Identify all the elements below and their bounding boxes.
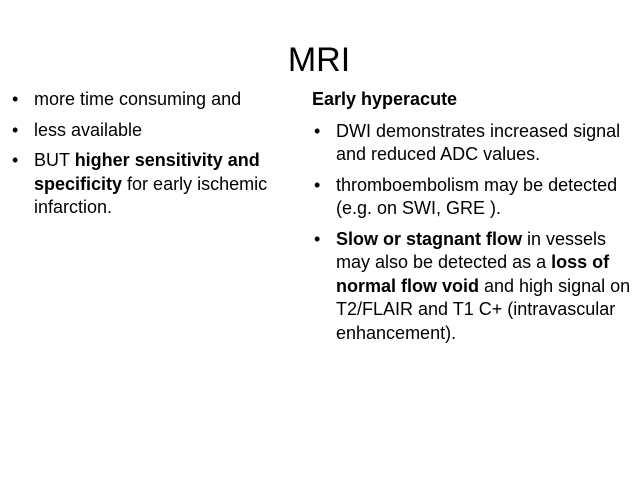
bullet-text: and high signal on T2/FLAIR and T1 C+ (intravascular enhancement). [336, 275, 631, 343]
bullet-text-bold: loss of normal flow void [336, 252, 610, 296]
bullet-text: BUT [34, 150, 75, 170]
left-bullet-2 [10, 119, 300, 143]
left-bullet-3 [10, 149, 300, 220]
left-column [10, 88, 300, 227]
right-column [312, 88, 632, 352]
bullet-text: DWI demonstrates increased signal and reduced ADC values. [336, 120, 621, 164]
right-bullet-3 [312, 228, 632, 346]
right-bullet-1 [312, 120, 632, 167]
bullet-icon: • [314, 120, 321, 141]
right-bullet-list [312, 120, 632, 346]
bullet-text: thromboembolism may be detected (e.g. on SWI, GRE ). [336, 174, 618, 218]
bullet-icon: • [314, 228, 321, 249]
bullet-icon: • [12, 150, 19, 170]
left-bullet-list [10, 88, 300, 220]
slide-title: MRI [287, 41, 351, 79]
bullet-text-bold: higher sensitivity and specificity [34, 150, 260, 194]
right-bullet-2 [312, 174, 632, 221]
right-column-heading: Early hyperacute [312, 89, 458, 109]
bullet-text: more time consuming and [34, 89, 242, 109]
bullet-icon: • [12, 119, 19, 140]
bullet-text: for early ischemic infarction. [34, 173, 268, 217]
bullet-icon: • [12, 89, 19, 109]
bullet-text: less available [34, 119, 143, 140]
left-bullet-1 [10, 88, 300, 112]
bullet-icon: • [314, 174, 321, 195]
bullet-text: in vessels may also be detected as a [336, 228, 607, 272]
bullet-text-bold: Slow or stagnant flow [336, 228, 523, 249]
